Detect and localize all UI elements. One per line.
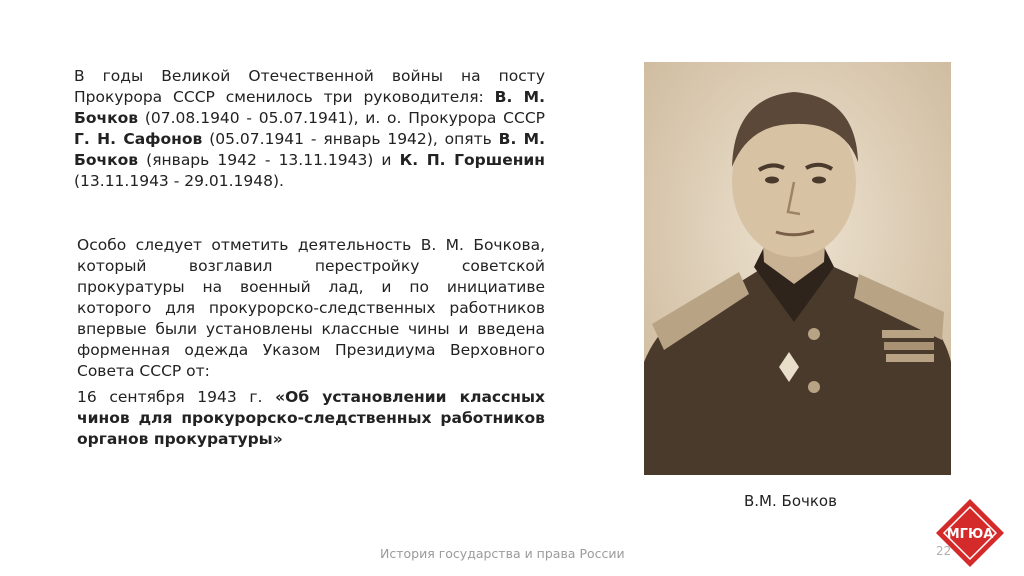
- intro-text-5: (13.11.1943 - 29.01.1948).: [74, 172, 284, 190]
- decree-paragraph: [77, 387, 545, 450]
- decree-date: 16 сентября 1943 г.: [77, 388, 276, 406]
- name-safonov: Г. Н. Сафонов: [74, 130, 203, 148]
- page-number: 22: [936, 544, 952, 558]
- photo-caption: В.М. Бочков: [744, 492, 837, 510]
- intro-paragraph: [74, 66, 545, 192]
- footer-title: История государства и права России: [380, 546, 625, 561]
- decree-title: «Об установлении классных чинов для прокурорско-следственных работников органов прокуратуры»: [77, 388, 546, 448]
- intro-text-3: (05.07.1941 - январь 1942), опять: [202, 130, 499, 148]
- name-bochkov-1: В. М. Бочков: [74, 88, 545, 127]
- intro-text-4: (январь 1942 - 13.11.1943) и: [138, 151, 400, 169]
- intro-text-2: (07.08.1940 - 05.07.1941), и. о. Прокурора СССР: [138, 109, 545, 127]
- name-bochkov-2: В. М. Бочков: [74, 130, 545, 169]
- portrait-illustration: [644, 62, 951, 475]
- intro-text-1: В годы Великой Отечественной войны на посту Прокурора СССР сменилось три руководителя:: [74, 67, 545, 106]
- logo-label: МГЮА: [946, 527, 994, 542]
- mgua-logo-icon: [934, 497, 1006, 569]
- bochkov-activity-paragraph: Особо следует отметить деятельность В. М. Бочкова, который возглавил перестройку советской прокуратуры на военный лад, и по инициативе которого для прокурорско-следственных работников впервые были установлены классные чины и введена форменная одежда Указом Президиума Верховного Совета СССР от:: [77, 236, 545, 380]
- name-gorshenin: К. П. Горшенин: [399, 151, 545, 169]
- portrait-photo: [644, 62, 951, 475]
